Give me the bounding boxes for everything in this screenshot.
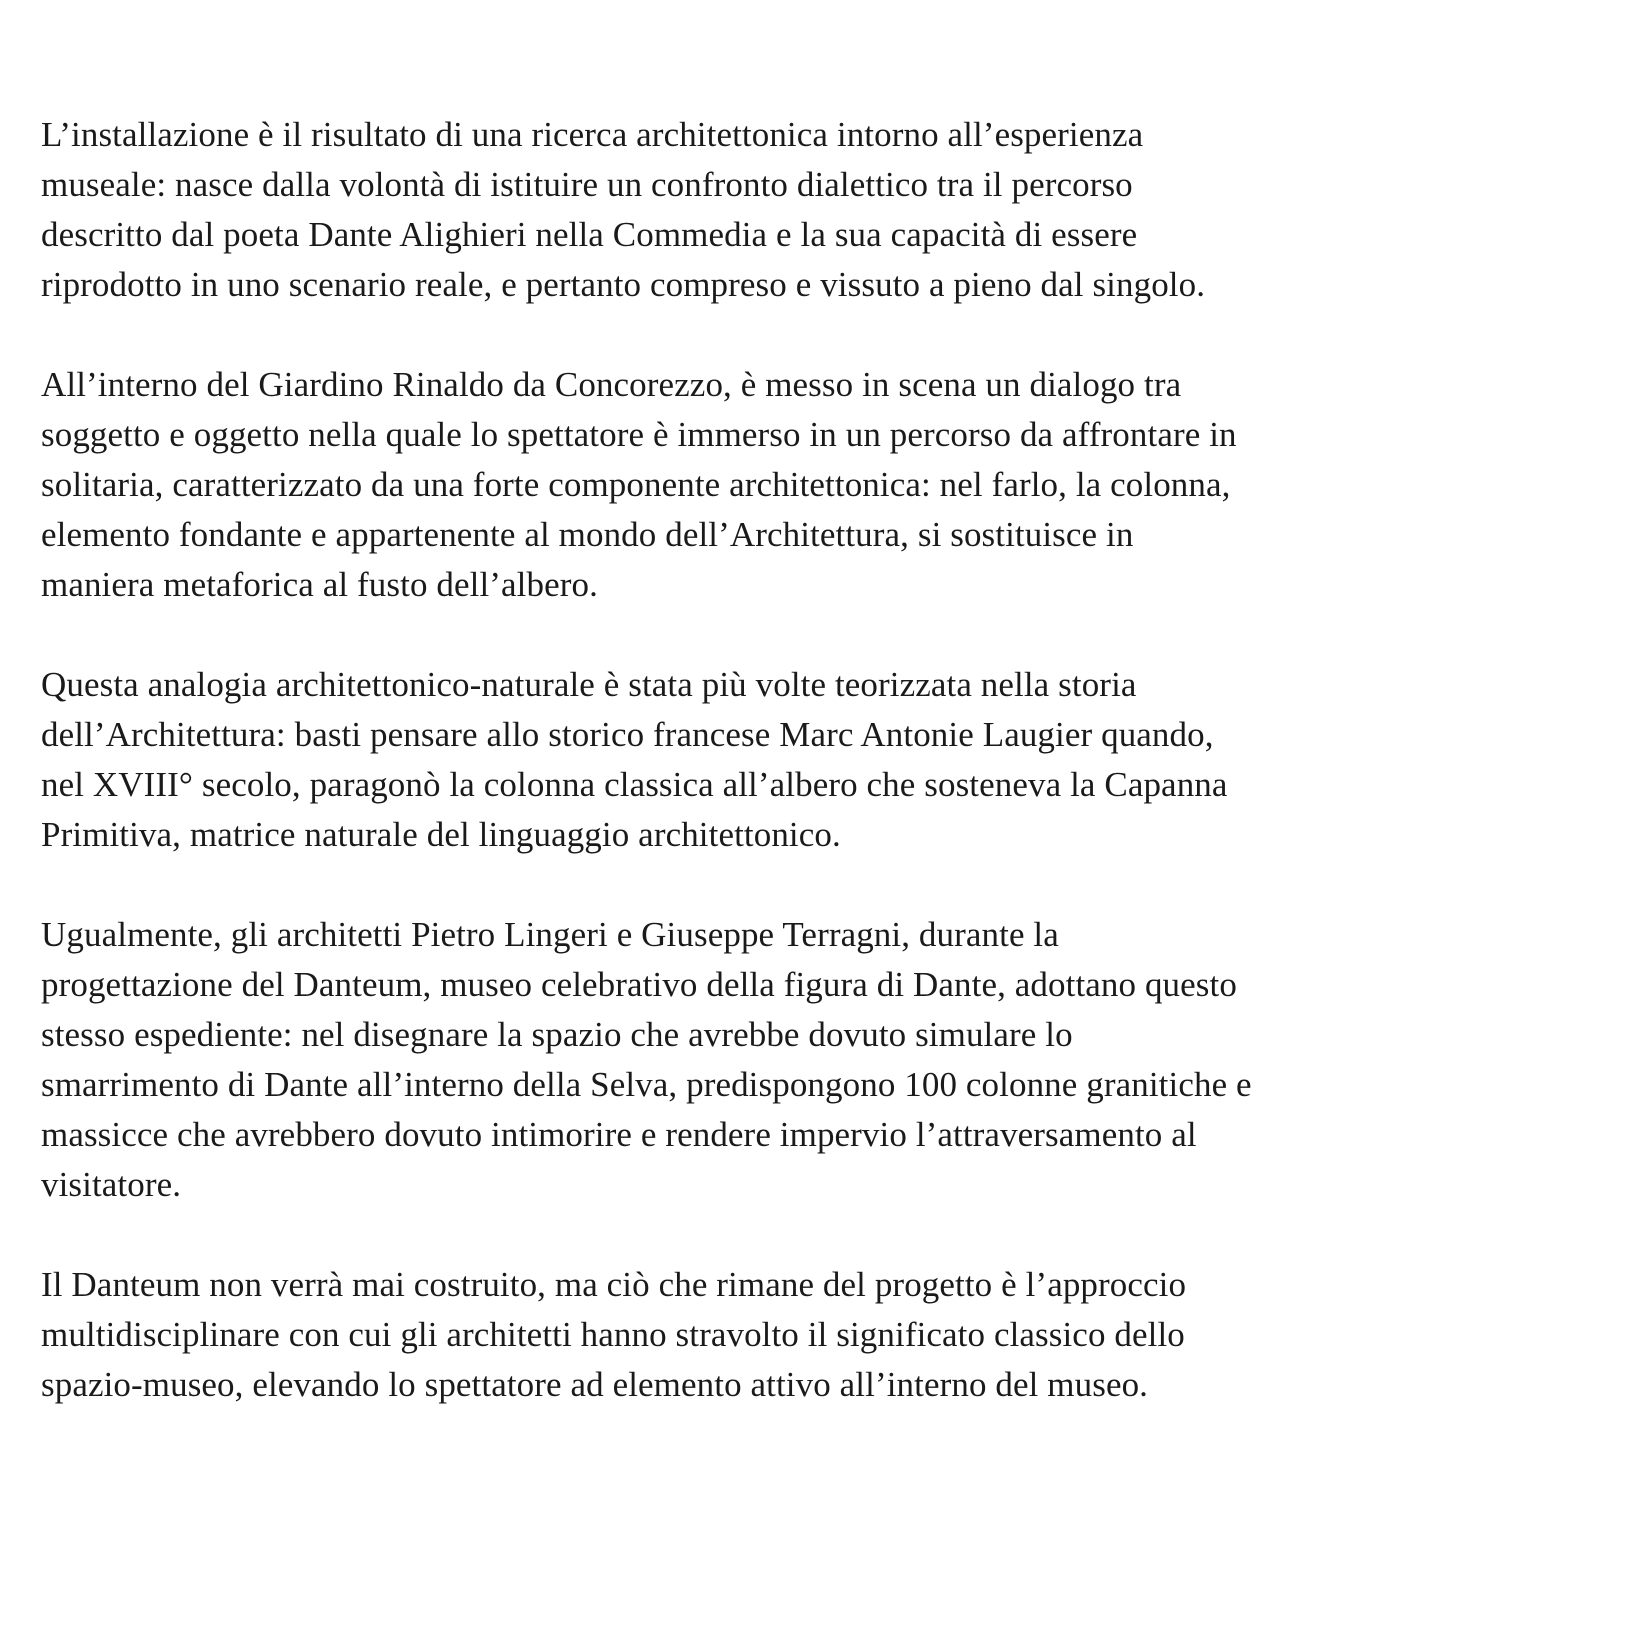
text-line: visitatore. (41, 1165, 182, 1204)
text-line: smarrimento di Dante all’interno della Selva, predispongono 100 colonne granitiche e (41, 1065, 1252, 1104)
text-line: dell’Architettura: basti pensare allo storico francese Marc Antonie Laugier quando, (41, 715, 1214, 754)
text-line: Il Danteum non verrà mai costruito, ma ciò che rimane del progetto è l’approccio (41, 1265, 1187, 1304)
text-line: stesso espediente: nel disegnare la spazio che avrebbe dovuto simulare lo (41, 1015, 1073, 1054)
paragraph-conclusione (41, 1260, 1621, 1410)
text-line: solitaria, caratterizzato da una forte componente architettonica: nel farlo, la colonna, (41, 465, 1231, 504)
text-line: Questa analogia architettonico-naturale è stata più volte teorizzata nella storia (41, 665, 1137, 704)
text-line: spazio-museo, elevando lo spettatore ad elemento attivo all’interno del museo. (41, 1365, 1149, 1404)
text-line: museale: nasce dalla volontà di istituire un confronto dialettico tra il percorso (41, 165, 1133, 204)
text-line: Primitiva, matrice naturale del linguaggio architettonico. (41, 815, 841, 854)
text-line: multidisciplinare con cui gli architetti hanno stravolto il significato classico dello (41, 1315, 1185, 1354)
text-line: elemento fondante e appartenente al mondo dell’Architettura, si sostituisce in (41, 515, 1134, 554)
paragraph-danteum-progetto (41, 910, 1621, 1210)
paragraph-giardino (41, 360, 1621, 610)
paragraph-installazione (41, 110, 1621, 310)
paragraph-analogia (41, 660, 1621, 860)
text-line: progettazione del Danteum, museo celebrativo della figura di Dante, adottano questo (41, 965, 1237, 1004)
text-line: Ugualmente, gli architetti Pietro Lingeri e Giuseppe Terragni, durante la (41, 915, 1059, 954)
text-line: soggetto e oggetto nella quale lo spettatore è immerso in un percorso da affrontare in (41, 415, 1237, 454)
text-line: massicce che avrebbero dovuto intimorire e rendere impervio l’attraversamento al (41, 1115, 1197, 1154)
text-line: nel XVIII° secolo, paragonò la colonna classica all’albero che sosteneva la Capanna (41, 765, 1228, 804)
text-line: descritto dal poeta Dante Alighieri nella Commedia e la sua capacità di essere (41, 215, 1138, 254)
text-line: L’installazione è il risultato di una ricerca architettonica intorno all’esperienza (41, 115, 1144, 154)
text-line: riprodotto in uno scenario reale, e pertanto compreso e vissuto a pieno dal singolo. (41, 265, 1206, 304)
text-line: All’interno del Giardino Rinaldo da Concorezzo, è messo in scena un dialogo tra (41, 365, 1182, 404)
document-body (41, 110, 1621, 1460)
text-line: maniera metaforica al fusto dell’albero. (41, 565, 598, 604)
